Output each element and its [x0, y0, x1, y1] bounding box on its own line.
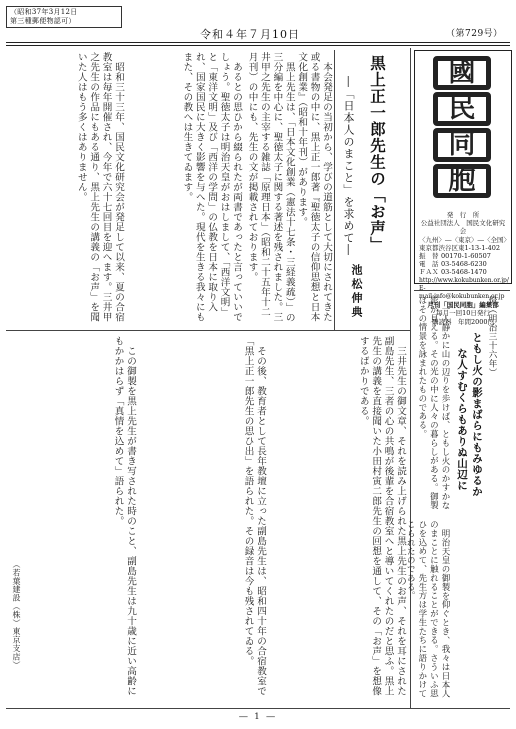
org-address: 東京都渋谷区東1-13-1-402 [419, 243, 501, 252]
body-paragraph: 本会発足の当初から、学びの道筋として大切にされてきた或る書物の中に、黒上正一郎著『聖徳太子の信仰思想と日本文化創業』（昭和十年刊）があります。 [296, 52, 332, 322]
editor-line: 月刊「国民同胞」編集部 [427, 301, 499, 310]
furikae-row: 振 替 00170-1-60507 [419, 252, 491, 261]
org-name: 公益社団法人 国民文化研究会 [420, 219, 506, 236]
body-column-upper-1 [246, 52, 332, 326]
sidebar-top-rule [414, 290, 510, 291]
body-paragraph: 三井先生の御文章、それを読み上げられた黒上先生のお声、それを耳にされた副島先生、三者の心の共鳴が後輩を合宿教室へと導いてくれたのだと思ふ。黒上先生の講義を直接聞いた小田村寅二郎先生の回想を通して、その「お声」を想像するばかりである。 [357, 336, 406, 696]
logo-char-2: 民 [433, 92, 491, 126]
closing-note: （若葉建設（株）東京支店） [12, 560, 21, 670]
body-paragraph: 昭和三十三年、国民文化研究会が発足して以来、夏の合宿教室は毎年開催され、今年で六十七回目を迎へます。三井甲之先生の作品にもある通り、黒上先生の講義の「お声」を聞いた人はもう多くはありません。 [75, 52, 124, 322]
body-paragraph: あるとの思ひから綴られたが両書であったと言っていいでしょう。聖徳太子は明治天皇がおはしまして、「西洋文明」と「東洋文明」及び「西洋の学問」の仏教を日本に取り入れ、国家国民に大きく影響を与へた。現代を生きる我々にもまた、その教へは生きてゐます。 [181, 52, 242, 322]
price-line: 購読料 年間2000円 [431, 317, 495, 326]
upper-lower-separator [6, 330, 410, 331]
sidebar-text-column [405, 520, 450, 702]
body-column-lower-1 [270, 336, 406, 702]
sidebar-paragraph: 明治天皇の御製を仰ぐとき、我々は日本人のまことに触れることができる。さういふ思ひを込めて、先生方は学生たちに語りかけてこられたのである。 [405, 520, 450, 698]
masthead-logo [433, 56, 493, 208]
tel-row: 電 話 03-5468-6230 [419, 260, 487, 269]
body-column-lower-2 [140, 336, 266, 702]
issue-number: （第729号） [446, 29, 503, 39]
postal-permit-box [6, 6, 122, 28]
issue-date: 令和４年７月10日 [200, 28, 300, 41]
title-separator [334, 50, 335, 330]
logo-char-3: 同 [433, 128, 491, 162]
page-number: ― 1 ― [239, 712, 277, 722]
footer-rule [6, 708, 510, 709]
org-branches: 〈九州〉―〈東京〉―〈全国〉 [419, 235, 510, 244]
sidebar-heading: 燈（明治三十六年） [487, 296, 497, 377]
masthead-box [414, 50, 512, 326]
sidebar-text-column-2 [414, 296, 450, 516]
article-subtitle: ―「日本人のまこと」を求めて― [342, 76, 355, 256]
header-rule [6, 42, 510, 43]
email-link[interactable]: E-mail:info@kokubunken.or.jp [419, 284, 505, 301]
logo-char-1: 國 [433, 56, 491, 90]
frequency-line: 毎月一回10日発行 [436, 309, 490, 318]
body-column-lower-3 [24, 336, 136, 702]
permit-line-1: （昭和37年3月12日 [10, 8, 78, 16]
fax-row: ＦＡＸ 03-5468-1470 [419, 268, 487, 277]
permit-line-2: 第三種郵便物認可） [10, 17, 76, 25]
body-column-upper-3 [8, 52, 124, 326]
website-link[interactable]: http://www.kokubunken.or.jp/ [419, 276, 509, 284]
header-rule-thin [6, 45, 510, 46]
body-paragraph: その後、教育者として長年教壇に立った副島先生は、昭和四十年の合宿教室で「黒上正一郎先生の思ひ出」を語られた。その録音は今も残されてゐる。 [242, 336, 266, 696]
sidebar-poem-line-1: ともし火の影まばらにもみゆるか [471, 332, 483, 497]
article-author: 池松伸典 [350, 264, 363, 320]
body-paragraph: 黒上先生は、「日本文化創業（憲法十七条・三経義疏）」の三分編を中心に、聖徳太子に関する著述を残されました。三井甲之先生の主宰する雑誌「原理日本」（昭和二十五年十二月刊）の中にも、先生の文が掲載されております。 [246, 52, 295, 322]
logo-char-4: 胞 [433, 164, 491, 198]
sidebar-paragraph: 一人静かに山の辺りを歩けば、ともし火のかすかな影が見える。その光の中に人々の暮らしがある。御製はその情景を詠まれたものである。 [416, 296, 450, 510]
publisher-label: 発 行 所 [446, 211, 480, 219]
article-title: 黒上正一郎先生の「お声」 [368, 55, 387, 253]
sidebar-poem-line-2: な人すむくらもありぬ山辺に [456, 348, 468, 491]
body-paragraph: この御製を黒上先生が書き写された時のこと、副島先生は九十歳に近い高齢にもかかはらず「真情を込めて」語られた。 [112, 336, 136, 696]
body-column-upper-2 [128, 52, 242, 326]
